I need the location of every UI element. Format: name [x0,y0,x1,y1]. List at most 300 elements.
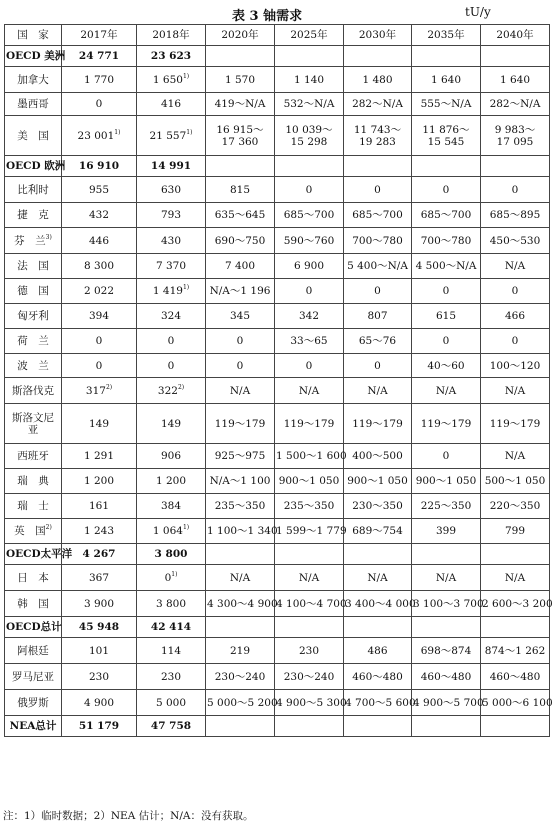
country-cell [5,354,62,378]
cell-text: 墨西哥 [17,98,49,110]
cell-text: 0 [95,335,103,347]
cell-text: 615 [435,310,457,322]
value-cell [62,404,137,444]
cell-text: 0 [511,183,519,196]
value-cell [62,617,137,638]
cell-text: 捷 克 [17,209,49,221]
value-cell [275,354,344,378]
cell-text: 1 650 [152,73,183,86]
value-cell [344,279,412,304]
value-cell [481,638,550,664]
value-cell [137,664,206,690]
value-cell [275,116,344,156]
cell-text: 65～76 [358,335,397,347]
footnote-marker: 3) [45,233,52,241]
cell-text: 230 [160,670,182,683]
cell-text: 0 [374,359,381,372]
value-cell [344,591,416,617]
cell-text: 1 500～1 600 [276,450,347,462]
country-cell [5,519,62,544]
value-cell [206,378,275,404]
value-cell [206,469,275,494]
value-cell [481,203,550,228]
cell-text: 4 100～4 700 [276,597,347,610]
cell-text: OECD 欧洲 [6,160,66,172]
cell-text: 685～700 [352,209,403,221]
value-cell [275,156,344,177]
country-cell [5,591,62,617]
cell-text: 446 [88,234,110,247]
cell-text: 0 [511,335,519,347]
cell-text: 日 本 [17,571,49,584]
value-cell [62,565,137,591]
value-cell [206,565,275,591]
cell-text: 法 国 [17,260,49,272]
cell-text: 400～500 [352,450,403,462]
value-cell [344,404,412,444]
cell-text: 3 800 [155,597,187,610]
value-cell [206,228,275,254]
cell-text: 532～N/A [283,98,335,110]
value-cell [481,716,550,737]
cell-text: 100～120 [489,359,541,372]
cell-text: 230 [88,670,110,683]
value-cell [62,690,137,716]
table-row [5,67,550,93]
value-cell [275,716,344,737]
value-cell [344,354,412,378]
value-cell [62,664,137,690]
cell-text: 700～780 [352,234,403,247]
cell-text: 3 800 [154,548,188,560]
table-row [5,228,550,254]
value-cell [62,494,137,519]
table-row [5,638,550,664]
value-cell [137,716,206,737]
cell-text: 900～1 050 [415,475,477,487]
table-row [5,690,550,716]
table-row [5,203,550,228]
cell-text: OECD 美洲 [6,50,66,62]
value-cell [344,304,412,329]
cell-text: 219 [229,644,251,657]
value-cell [481,544,550,565]
value-cell [206,304,275,329]
value-cell [137,378,206,404]
column-header: 2018年 [137,25,206,46]
value-cell [481,617,550,638]
cell-text: 7 370 [155,260,187,272]
value-cell [344,46,412,67]
cell-text: 23 623 [150,50,192,62]
cell-text: 加拿大 [17,73,49,86]
value-cell [412,354,481,378]
cell-text: 700～780 [420,234,472,247]
table-row [5,279,550,304]
table-row [5,329,550,354]
value-cell [481,519,550,544]
value-cell [137,444,206,469]
cell-text: 906 [160,450,182,462]
cell-text: 230 [298,644,320,657]
cell-text: 5 000～6 100 [482,696,553,709]
value-cell [137,228,206,254]
value-cell [412,494,481,519]
value-cell [344,690,416,716]
value-cell [62,156,137,177]
cell-text: 波 兰 [17,359,49,372]
value-cell [412,565,481,591]
cell-text: 荷 兰 [17,335,49,347]
cell-text: 815 [229,183,251,196]
value-cell [62,519,137,544]
footnote-marker: 2) [177,383,185,391]
country-cell [5,67,62,93]
cell-text: 1 599～1 779 [276,525,347,537]
cell-text: 874～1 262 [484,644,546,657]
column-header: 2025年 [275,25,344,46]
cell-text: 7 400 [224,260,256,272]
cell-text: 0 [511,285,519,297]
table-row [5,404,550,444]
value-cell [206,444,275,469]
value-cell [62,591,137,617]
value-cell [481,228,550,254]
value-cell [206,690,278,716]
value-cell [137,690,206,716]
cell-text: N/A [229,384,251,397]
footnote-marker: 1) [182,524,190,531]
value-cell [412,638,481,664]
value-cell [481,254,550,279]
cell-text: 282～N/A [489,98,541,110]
cell-text: 45 948 [78,621,120,633]
value-cell [344,378,412,404]
value-cell [137,617,206,638]
value-cell [137,544,206,565]
value-cell [344,329,412,354]
value-cell [344,494,412,519]
cell-text: 430 [160,234,182,247]
group-total-row [5,156,550,177]
cell-text: 466 [504,310,526,322]
table-row [5,444,550,469]
cell-text: 14 991 [150,160,192,172]
country-cell [5,46,66,67]
value-cell [412,279,481,304]
title-bar [0,5,553,23]
cell-text: 4 900 [83,696,115,709]
value-cell [275,254,344,279]
value-cell [275,177,344,203]
column-header: 2017年 [62,25,137,46]
cell-text: 0 [442,285,450,297]
value-cell [481,565,550,591]
cell-text: 1 640 [499,73,531,86]
cell-text: 23 001 [77,129,115,142]
country-cell [5,378,62,404]
uranium-demand-table [4,24,553,737]
value-cell [344,638,412,664]
cell-text: 16 915～ 17 360 [216,123,264,148]
value-cell [206,203,275,228]
value-cell [481,177,550,203]
cell-text: 685～895 [489,209,541,221]
country-cell [5,329,62,354]
cell-text: 101 [88,644,110,657]
country-cell [5,469,62,494]
table-row [5,116,550,156]
cell-text: 149 [160,417,182,430]
value-cell [344,116,412,156]
cell-text: N/A [367,384,388,397]
cell-text: 460～480 [352,670,403,683]
cell-text: 0 [374,183,381,196]
country-cell [5,565,62,591]
value-cell [62,716,137,737]
value-cell [137,304,206,329]
country-cell [5,638,62,664]
cell-text: 367 [88,571,110,584]
value-cell [412,116,481,156]
value-cell [62,228,137,254]
cell-text: OECD总计 [6,621,62,633]
value-cell [206,116,275,156]
value-cell [412,544,481,565]
footnote-marker: 1) [182,72,190,80]
value-cell [412,404,481,444]
value-cell [137,469,206,494]
value-cell [206,329,275,354]
column-header: 2040年 [481,25,550,46]
cell-text: 900～1 050 [278,475,340,487]
value-cell [275,565,344,591]
value-cell [275,690,347,716]
cell-text: N/A [435,384,457,397]
value-cell [137,116,206,156]
header-row [5,25,550,46]
value-cell [62,354,137,378]
value-cell [412,617,481,638]
cell-text: 4 900～5 700 [413,696,484,709]
cell-text: 3 400～4 000 [345,597,416,610]
value-cell [137,329,206,354]
cell-text: 119～179 [214,417,266,430]
value-cell [344,617,412,638]
value-cell [412,378,481,404]
cell-text: 瑞 士 [17,500,49,512]
country-cell [5,304,62,329]
cell-text: N/A～1 100 [209,475,271,487]
cell-text: 瑞 典 [17,475,49,487]
value-cell [206,494,275,519]
cell-text: 1 640 [430,73,462,86]
value-cell [275,469,344,494]
cell-text: 807 [367,310,388,322]
cell-text: 3 100～3 700 [413,597,484,610]
cell-text: 33～65 [290,335,328,347]
cell-text: 16 910 [78,160,120,172]
cell-text: 比利时 [17,183,49,196]
cell-text: 0 [305,183,313,196]
footnote: 注：1）临时数据；2）NEA 估计；N/A：没有获取。 [3,810,254,822]
cell-text: 1 200 [155,475,187,487]
table-row [5,354,550,378]
value-cell [275,664,344,690]
cell-text: N/A [504,384,526,397]
country-cell [5,93,62,116]
value-cell [344,444,412,469]
cell-text: OECD太平洋 [6,548,73,560]
value-cell [481,116,550,156]
value-cell [62,116,137,156]
value-cell [137,279,206,304]
value-cell [206,617,275,638]
value-cell [137,354,206,378]
value-cell [275,378,344,404]
group-total-row [5,46,550,67]
cell-text: 345 [229,310,251,322]
cell-text: 匈牙利 [17,310,49,322]
cell-text: N/A [435,571,457,584]
cell-text: 317 [85,384,106,397]
value-cell [62,544,137,565]
value-cell [62,177,137,203]
value-cell [137,565,206,591]
cell-text: 罗马尼亚 [12,670,54,683]
value-cell [275,444,347,469]
value-cell [206,156,275,177]
cell-text: 799 [504,525,526,537]
value-cell [137,638,206,664]
value-cell [481,156,550,177]
cell-text: 9 983～ 17 095 [494,123,536,148]
cell-text: 149 [88,417,110,430]
cell-text: 1 100～1 340 [207,525,278,537]
cell-text: 阿根廷 [17,644,49,657]
value-cell [275,519,347,544]
value-cell [412,716,481,737]
cell-text: 1 770 [83,73,115,86]
cell-text: 5 400～N/A [347,260,408,272]
cell-text: NEA总计 [9,720,57,732]
cell-text: 793 [160,209,182,221]
unit-label: tU/y [465,5,491,19]
value-cell [137,156,206,177]
cell-text: 1 200 [83,475,115,487]
value-cell [344,469,412,494]
value-cell [62,329,137,354]
value-cell [275,494,344,519]
country-cell [5,279,62,304]
cell-text: 955 [88,183,110,196]
value-cell [481,444,550,469]
value-cell [275,404,344,444]
cell-text: 5 000 [155,696,187,709]
cell-text: 24 771 [78,50,120,62]
footnote-marker: 2) [45,524,52,531]
cell-text: 230～350 [352,500,403,512]
cell-text: N/A [504,260,526,272]
value-cell [275,591,347,617]
cell-text: 486 [367,644,388,657]
cell-text: 685～700 [420,209,472,221]
table-row [5,254,550,279]
value-cell [344,177,412,203]
value-cell [137,591,206,617]
value-cell [206,404,275,444]
cell-text: N/A [298,571,320,584]
value-cell [137,494,206,519]
value-cell [481,279,550,304]
cell-text: 220～350 [489,500,541,512]
cell-text: 635～645 [214,209,266,221]
country-cell [5,156,66,177]
table-row [5,519,550,544]
value-cell [275,46,344,67]
cell-text: 0 [442,335,450,347]
value-cell [275,638,344,664]
cell-text: 0 [95,359,103,372]
value-cell [137,254,206,279]
cell-text: 俄罗斯 [17,696,49,709]
value-cell [275,329,344,354]
value-cell [412,67,481,93]
cell-text: 1 064 [152,525,183,537]
cell-text: 230～240 [283,670,335,683]
value-cell [481,329,550,354]
value-cell [206,591,278,617]
value-cell [62,638,137,664]
table-row [5,304,550,329]
cell-text: 4 700～5 600 [345,696,416,709]
cell-text: 韩 国 [17,597,49,610]
cell-text: 0 [236,359,244,372]
table-row [5,177,550,203]
cell-text: 419～N/A [214,98,266,110]
value-cell [275,67,344,93]
value-cell [137,177,206,203]
cell-text: 4 267 [82,548,116,560]
value-cell [344,254,412,279]
table-row [5,565,550,591]
value-cell [412,444,481,469]
cell-text: 英 国 [14,525,46,537]
cell-text: N/A [298,384,320,397]
value-cell [412,254,481,279]
cell-text: 416 [160,98,182,110]
cell-text: 51 179 [78,720,120,732]
value-cell [412,177,481,203]
value-cell [62,46,137,67]
cell-text: 1 570 [224,73,256,86]
value-cell [481,690,553,716]
cell-text: 0 [95,98,103,110]
cell-text: 119～179 [283,417,335,430]
value-cell [412,519,481,544]
cell-text: 282～N/A [352,98,403,110]
cell-text: 235～350 [214,500,266,512]
cell-text: 1 419 [152,285,183,297]
cell-text: 1 480 [362,73,393,86]
value-cell [481,469,550,494]
cell-text: 0 [374,285,381,297]
cell-text: 8 300 [83,260,115,272]
cell-text: 0 [442,183,450,196]
table-row [5,494,550,519]
cell-text: 德 国 [17,285,49,297]
value-cell [206,93,275,116]
